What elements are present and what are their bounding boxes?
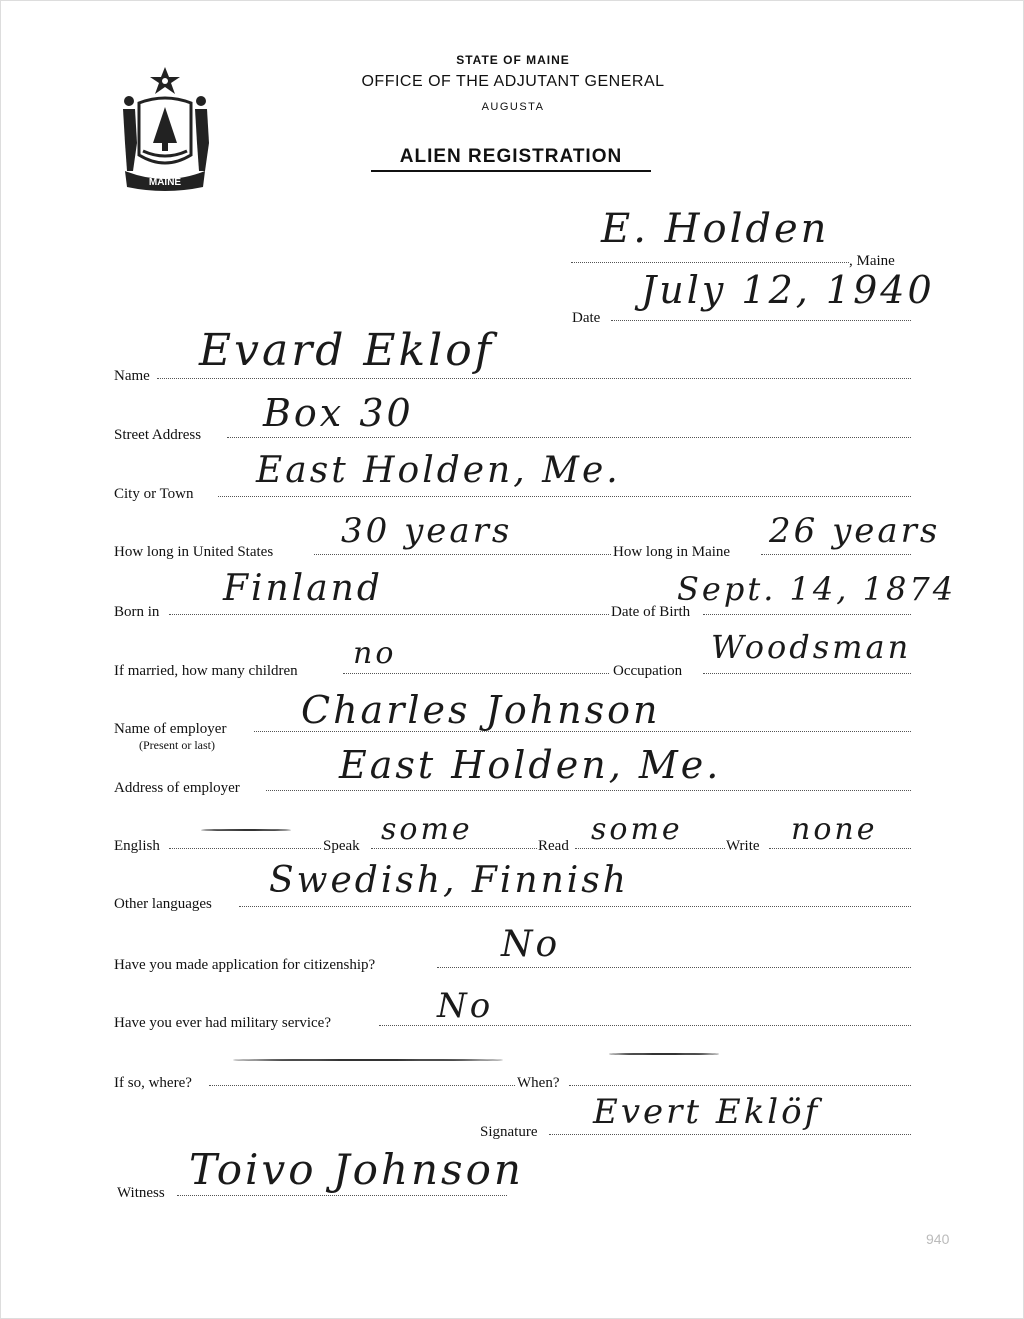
street-address-line (227, 437, 911, 438)
town-line (571, 262, 849, 263)
date-of-birth-value[interactable]: Sept. 14, 1874 (677, 570, 957, 608)
state-heading: STATE OF MAINE (456, 53, 570, 67)
english-line (169, 848, 321, 849)
if-so-where-line (209, 1085, 515, 1086)
how-long-us-value[interactable]: 30 years (341, 511, 513, 551)
town-value[interactable]: E. Holden (601, 206, 830, 252)
english-dash (201, 829, 291, 831)
employer-address-value[interactable]: East Holden, Me. (339, 743, 722, 787)
date-value[interactable]: July 12, 1940 (641, 268, 935, 312)
write-label: Write (726, 838, 760, 854)
office-heading: OFFICE OF THE ADJUTANT GENERAL (361, 73, 665, 90)
when-line (569, 1085, 911, 1086)
archive-stamp: 940 (926, 1231, 950, 1247)
read-value[interactable]: some (591, 812, 683, 847)
signature-line (549, 1134, 911, 1135)
how-long-maine-value[interactable]: 26 years (769, 511, 941, 551)
employer-address-line (266, 790, 911, 791)
name-label: Name (114, 368, 150, 384)
form-title: ALIEN REGISTRATION (371, 146, 651, 172)
how-long-us-label: How long in United States (114, 544, 274, 560)
when-label: When? (517, 1075, 560, 1091)
military-label: Have you ever had military service? (114, 1015, 331, 1031)
children-line (343, 673, 609, 674)
military-value[interactable]: No (437, 986, 494, 1026)
write-value[interactable]: none (791, 812, 878, 847)
street-address-label: Street Address (114, 427, 202, 443)
when-dash (609, 1053, 719, 1055)
date-label: Date (572, 310, 601, 326)
if-so-where-label: If so, where? (114, 1075, 192, 1091)
name-value[interactable]: Evard Eklof (199, 325, 495, 376)
read-line (575, 848, 725, 849)
seal-banner-text: MAINE (148, 177, 182, 188)
city-label: City or Town (114, 486, 194, 502)
employer-name-value[interactable]: Charles Johnson (301, 688, 661, 732)
occupation-label: Occupation (613, 663, 683, 679)
born-in-label: Born in (114, 604, 160, 620)
speak-label: Speak (323, 838, 360, 854)
how-long-us-line (314, 554, 611, 555)
read-label: Read (538, 838, 569, 854)
how-long-maine-line (761, 554, 911, 555)
other-languages-line (239, 906, 911, 907)
city-line (218, 496, 911, 497)
occupation-value[interactable]: Woodsman (711, 628, 912, 666)
employer-note-label: (Present or last) (139, 738, 215, 752)
city-heading: AUGUSTA (481, 101, 545, 113)
street-address-value[interactable]: Box 30 (263, 391, 414, 435)
date-of-birth-line (703, 614, 911, 615)
english-label: English (114, 838, 160, 854)
citizenship-value[interactable]: No (501, 924, 561, 965)
speak-line (371, 848, 537, 849)
city-value[interactable]: East Holden, Me. (256, 450, 621, 491)
where-dash (233, 1059, 503, 1061)
maine-state-seal-icon (109, 63, 221, 193)
born-in-value[interactable]: Finland (223, 568, 383, 609)
signature-value[interactable]: Evert Eklöf (593, 1092, 821, 1132)
how-long-maine-label: How long in Maine (613, 544, 731, 560)
date-line (611, 320, 911, 321)
witness-line (177, 1195, 507, 1196)
occupation-line (703, 673, 911, 674)
write-line (769, 848, 911, 849)
signature-label: Signature (480, 1124, 538, 1140)
employer-name-label: Name of employer (114, 721, 227, 737)
born-in-line (169, 614, 609, 615)
maine-label: , Maine (849, 253, 895, 269)
other-languages-label: Other languages (114, 896, 212, 912)
citizenship-line (437, 967, 911, 968)
date-of-birth-label: Date of Birth (611, 604, 691, 620)
citizenship-label: Have you made application for citizenship? (114, 957, 376, 973)
witness-value[interactable]: Toivo Johnson (189, 1145, 524, 1194)
witness-label: Witness (117, 1185, 165, 1201)
children-label: If married, how many children (114, 663, 298, 679)
speak-value[interactable]: some (381, 812, 473, 847)
employer-address-label: Address of employer (114, 780, 240, 796)
other-languages-value[interactable]: Swedish, Finnish (269, 860, 629, 901)
children-value[interactable]: no (353, 636, 397, 671)
name-line (157, 378, 911, 379)
